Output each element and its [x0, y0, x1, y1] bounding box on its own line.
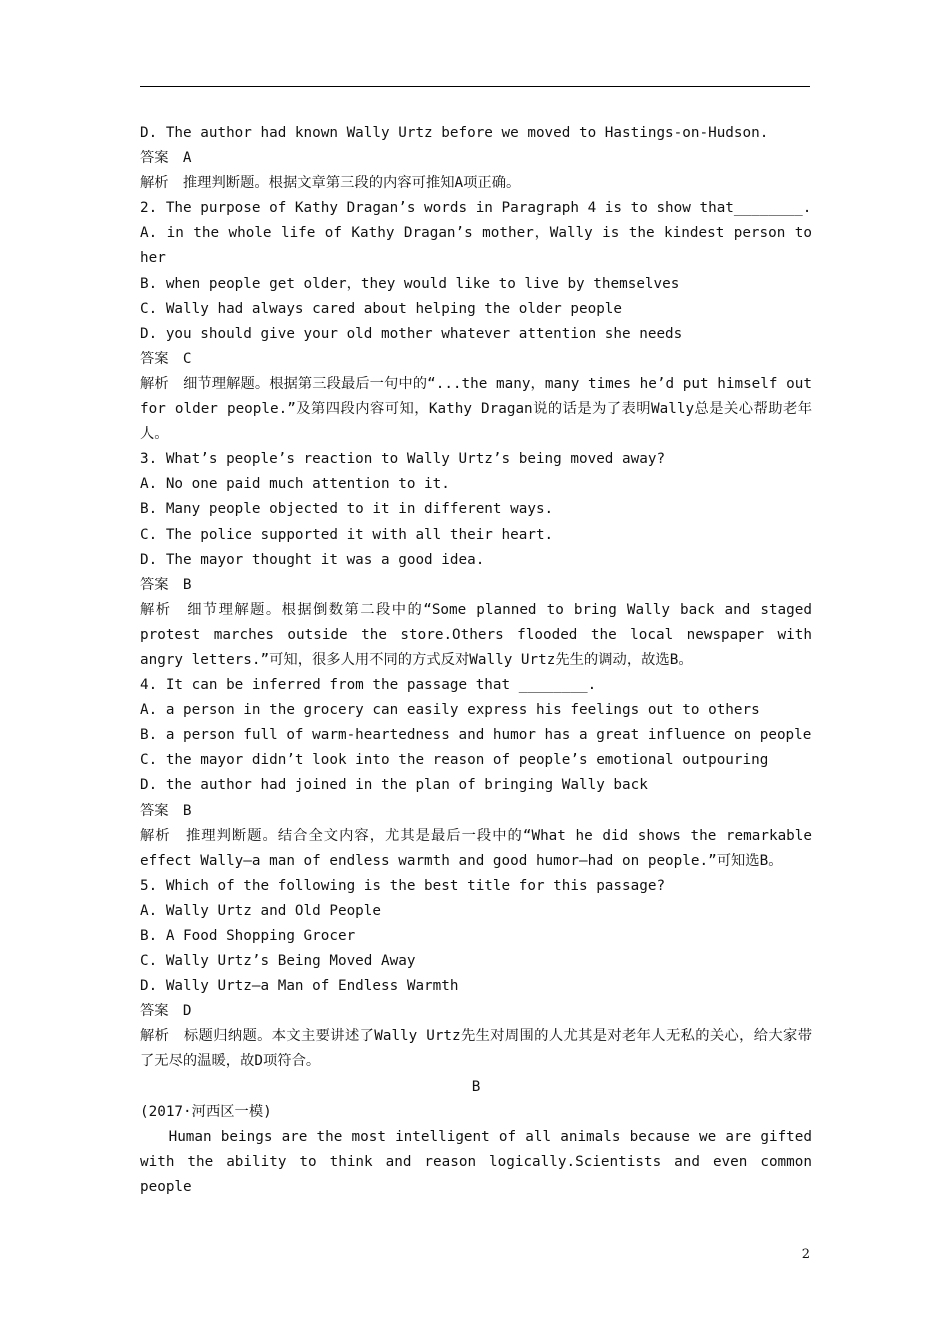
q4-option-d: D. the author had joined in the plan of bringing Wally back [140, 777, 648, 794]
document-body [140, 121, 812, 1200]
q2-stem: 2. The purpose of Kathy Dragan’s words in Paragraph 4 is to show that________. [140, 200, 812, 217]
q2-explanation: 解析 细节理解题。根据第三段最后一句中的“...the many，many times he’d put himself out for older people.”及第四段内容可知，Kathy Dragan说的话是为了表明Wally总是关心帮助老年人。 [140, 375, 812, 443]
q5-stem: 5. Which of the following is the best title for this passage? [140, 877, 666, 894]
section-heading: B [471, 1078, 481, 1095]
header-rule [140, 86, 810, 87]
q5-explanation: 解析 标题归纳题。本文主要讲述了Wally Urtz先生对周围的人尤其是对老年人无私的关心，给大家带了无尽的温暖，故D项符合。 [140, 1028, 812, 1070]
q1-option-d: D. The author had known Wally Urtz before we moved to Hastings-on-Hudson. [140, 125, 769, 141]
q4-option-b: B. a person full of warm-heartedness and humor has a great influence on people [140, 727, 812, 744]
q2-option-d: D. you should give your old mother whatever attention she needs [140, 325, 683, 342]
q3-explanation: 解析 细节理解题。根据倒数第二段中的“Some planned to bring Wally back and staged protest marches outside the store.Others flooded the local newspaper with angry letters.”可知，很多人用不同的方式反对Wally Urtz先生的调动，故选B。 [140, 601, 812, 668]
q2-option-a: A. in the whole life of Kathy Dragan’s mother，Wally is the kindest person to her [140, 225, 812, 267]
passage-paragraph: Human beings are the most intelligent of all animals because we are gifted with the ability to think and reason logically.Scientists and even common people [140, 1128, 812, 1195]
q5-option-d: D. Wally Urtz—a Man of Endless Warmth [140, 978, 459, 995]
q2-option-c: C. Wally had always cared about helping the older people [140, 300, 623, 317]
source-note: (2017·河西区一模) [140, 1103, 272, 1120]
q5-option-c: C. Wally Urtz’s Being Moved Away [140, 953, 416, 970]
q3-option-b: B. Many people objected to it in different ways. [140, 501, 554, 518]
q2-answer: 答案 C [140, 350, 192, 367]
q3-answer: 答案 B [140, 576, 192, 593]
page-number: 2 [801, 1247, 810, 1262]
q5-answer: 答案 D [140, 1003, 192, 1020]
q3-stem: 3. What’s people’s reaction to Wally Urtz’s being moved away? [140, 451, 666, 468]
q4-option-a: A. a person in the grocery can easily express his feelings out to others [140, 702, 760, 719]
q4-answer: 答案 B [140, 802, 192, 819]
q3-option-c: C. The police supported it with all their heart. [140, 526, 554, 543]
q2-option-b: B. when people get older，they would like to live by themselves [140, 275, 680, 292]
q1-explanation: 解析 推理判断题。根据文章第三段的内容可推知A项正确。 [140, 175, 521, 192]
q4-stem: 4. It can be inferred from the passage that ________. [140, 677, 597, 694]
q5-option-a: A. Wally Urtz and Old People [140, 902, 382, 919]
q3-option-a: A. No one paid much attention to it. [140, 476, 450, 493]
q1-answer: 答案 A [140, 150, 192, 167]
q4-explanation: 解析 推理判断题。结合全文内容，尤其是最后一段中的“What he did shows the remarkable effect Wally—a man of endless warmth and good humor—had on people.”可知选B。 [140, 827, 812, 869]
q5-option-b: B. A Food Shopping Grocer [140, 928, 356, 944]
q4-option-c: C. the mayor didn’t look into the reason of people’s emotional outpouring [140, 752, 769, 769]
q3-option-d: D. The mayor thought it was a good idea. [140, 551, 485, 568]
